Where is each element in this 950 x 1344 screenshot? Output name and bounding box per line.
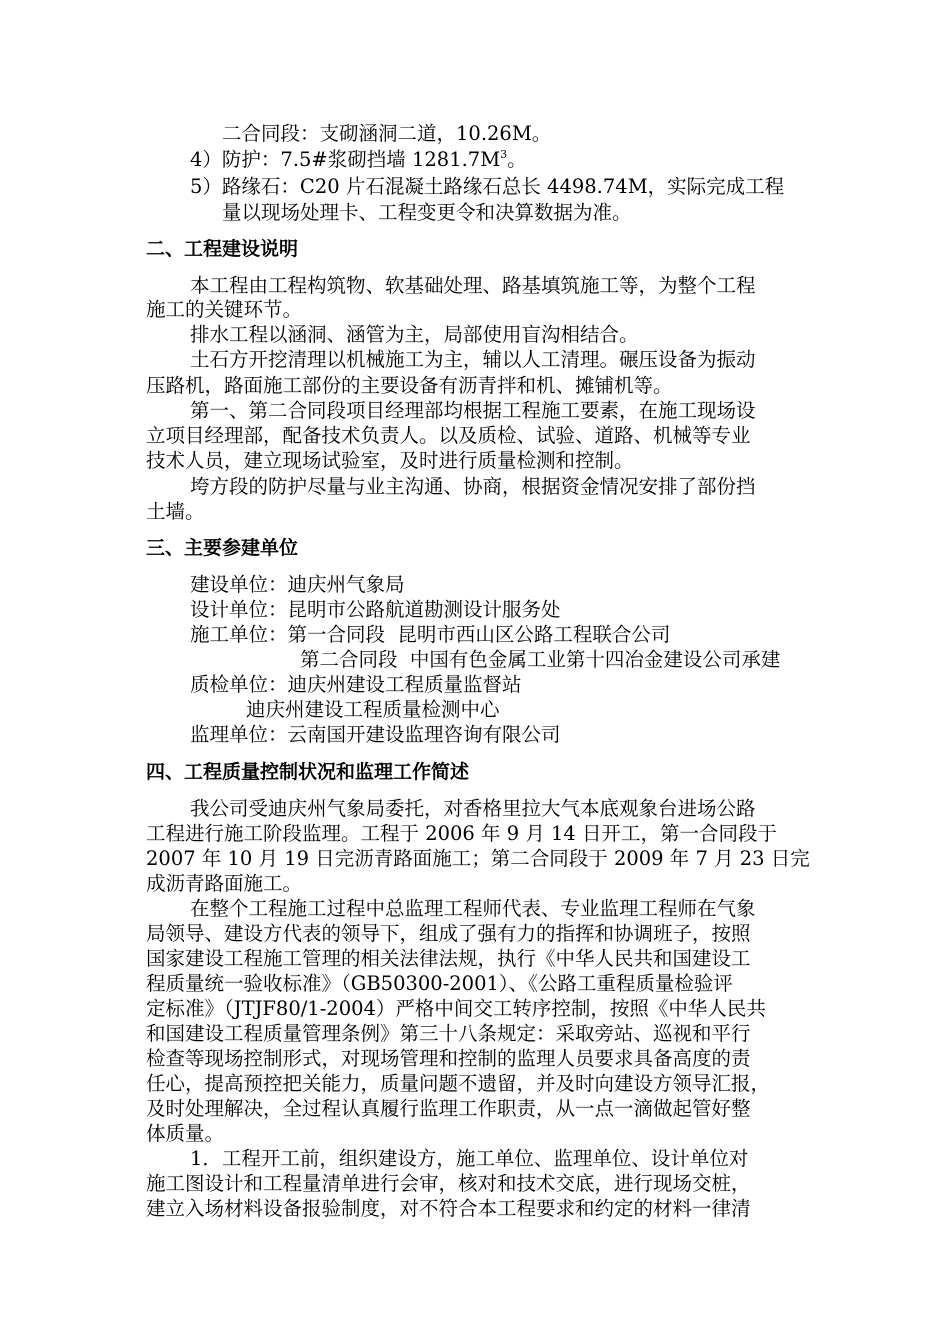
paragraph-line: 及时处理解决，全过程认真履行监理工作职责，从一点一滴做起管好整 bbox=[146, 1097, 751, 1120]
section-2-heading: 二、工程建设说明 bbox=[146, 238, 299, 260]
unit-line: 质检单位：迪庆州建设工程质量监督站 bbox=[190, 673, 522, 696]
paragraph-line: 立项目经理部，配备技术负责人。以及质检、试验、道路、机械等专业 bbox=[146, 424, 751, 447]
paragraph-line: 我公司受迪庆州气象局委托，对香格里拉大气本底观象台进场公路 bbox=[190, 797, 756, 820]
paragraph-line: 施工的关键环节。 bbox=[146, 298, 303, 321]
paragraph-line: 体质量。 bbox=[146, 1122, 225, 1145]
section-4-heading: 四、工程质量控制状况和监理工作简述 bbox=[146, 761, 470, 783]
paragraph-line: 成沥青路面施工。 bbox=[146, 872, 303, 895]
paragraph-line: 技术人员，建立现场试验室，及时进行质量检测和控制。 bbox=[146, 449, 634, 472]
unit-line: 施工单位：第一合同段 昆明市西山区公路工程联合公司 bbox=[190, 623, 671, 646]
paragraph-line: 在整个工程施工过程中总监理工程师代表、专业监理工程师在气象 bbox=[190, 897, 756, 920]
paragraph-line: 工程进行施工阶段监理。工程于 2006 年 9 月 14 日开工，第一合同段于 bbox=[146, 822, 778, 845]
paragraph-line: 定标准》（JTJF80/1-2004）严格中间交工转序控制，按照《中华人民共 bbox=[146, 997, 766, 1020]
paragraph-line: 第一、第二合同段项目经理部均根据工程施工要素，在施工现场设 bbox=[190, 399, 756, 422]
period: 。 bbox=[507, 148, 527, 171]
paragraph-line: 土石方开挖清理以机械施工为主，辅以人工清理。碾压设备为振动 bbox=[190, 348, 756, 371]
unit-line: 建设单位：迪庆州气象局 bbox=[190, 573, 405, 596]
superscript: 3 bbox=[500, 148, 508, 161]
paragraph-line: 建立入场材料设备报验制度，对不符合本工程要求和约定的材料一律清 bbox=[146, 1197, 751, 1220]
scope-item-5-line: 量以现场处理卡、工程变更令和决算数据为准。 bbox=[222, 201, 632, 224]
scope-item-5-line: 路缘石：C20 片石混凝土路缘石总长 4498.74M，实际完成工程 bbox=[221, 175, 785, 198]
paragraph-line: 和国建设工程质量管理条例》第三十八条规定：采取旁站、巡视和平行 bbox=[146, 1022, 751, 1045]
list-number: 5） bbox=[190, 175, 222, 198]
section-3-heading: 三、主要参建单位 bbox=[146, 537, 299, 559]
unit-line: 第二合同段 中国有色金属工业第十四冶金建设公司承建 bbox=[300, 648, 781, 671]
paragraph-line: 压路机，路面施工部份的主要设备有沥青拌和机、摊铺机等。 bbox=[146, 374, 673, 397]
unit-line: 监理单位：云南国开建设监理咨询有限公司 bbox=[190, 723, 561, 746]
paragraph-line: 任心，提高预控把关能力，质量问题不遗留，并及时向建设方领导汇报， bbox=[146, 1072, 771, 1095]
paragraph-line: 程质量统一验收标准》（GB50300-2001）、《公路工重程质量检验评 bbox=[146, 972, 733, 995]
paragraph-line: 排水工程以涵洞、涵管为主，局部使用盲沟相结合。 bbox=[190, 323, 639, 346]
paragraph-line: 本工程由工程构筑物、软基础处理、路基填筑施工等，为整个工程 bbox=[190, 274, 756, 297]
scope-item-4-text: 防护：7.5#浆砌挡墙 1281.7M bbox=[221, 148, 501, 171]
paragraph-line: 国家建设工程施工管理的相关法律法规，执行《中华人民共和国建设工 bbox=[146, 947, 751, 970]
unit-line: 迪庆州建设工程质量检测中心 bbox=[246, 698, 500, 721]
paragraph-line: 检查等现场控制形式，对现场管理和控制的监理人员要求具备高度的责 bbox=[146, 1047, 751, 1070]
paragraph-line: 局领导、建设方代表的领导下，组成了强有力的指挥和协调班子，按照 bbox=[146, 922, 751, 945]
list-number: 4） bbox=[190, 148, 222, 171]
scope-item-3-continuation: 二合同段：支砌涵洞二道，10.26M。 bbox=[222, 122, 552, 145]
paragraph-line: 垮方段的防护尽量与业主沟通、协商，根据资金情况安排了部份挡 bbox=[190, 475, 756, 498]
paragraph-line: 1．工程开工前，组织建设方，施工单位、监理单位、设计单位对 bbox=[190, 1147, 749, 1170]
unit-line: 设计单位：昆明市公路航道勘测设计服务处 bbox=[190, 598, 561, 621]
paragraph-line: 施工图设计和工程量清单进行会审，核对和技术交底，进行现场交桩， bbox=[146, 1172, 751, 1195]
paragraph-line: 2007 年 10 月 19 日完沥青路面施工；第二合同段于 2009 年 7 月 23 日完 bbox=[146, 847, 810, 870]
paragraph-line: 土墙。 bbox=[146, 500, 205, 523]
scope-item-5 bbox=[190, 174, 840, 200]
scope-item-4 bbox=[190, 147, 840, 173]
